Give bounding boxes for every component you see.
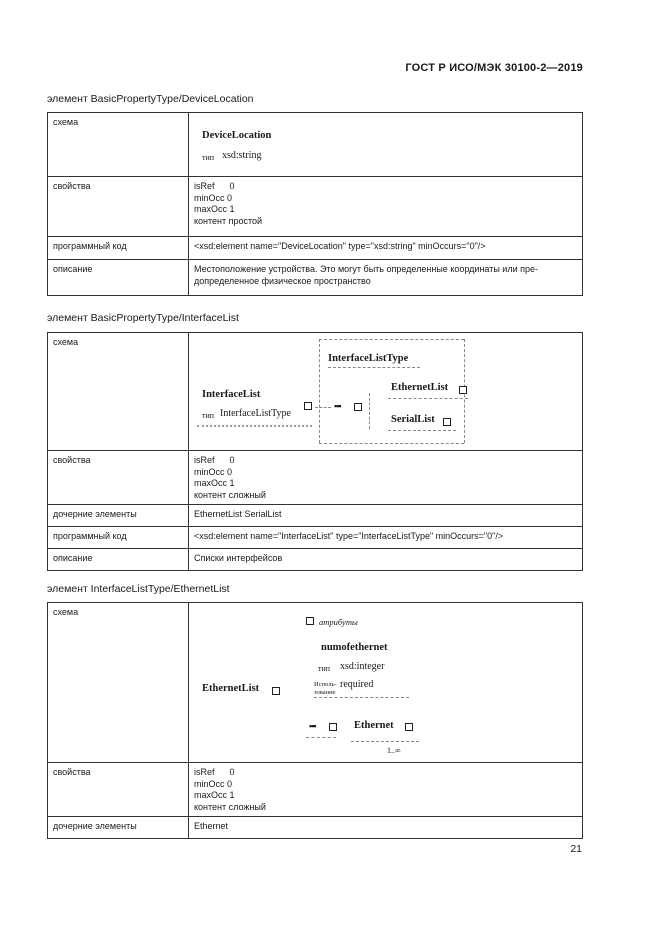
sequence-icon: ▪▪▪	[334, 401, 341, 411]
prop-content: контент простой	[194, 215, 263, 226]
children-cell: EthernetList SerialList	[189, 505, 583, 527]
child-element-ethernetlist: EthernetList	[391, 382, 449, 393]
attributes-box	[306, 617, 314, 625]
page-number: 21	[570, 843, 582, 855]
table-row	[48, 177, 583, 237]
child-element-ethernet: Ethernet	[354, 720, 394, 731]
schema-element-name: DeviceLocation	[202, 130, 272, 141]
ethernet-list-table	[47, 602, 583, 839]
row-label: дочерние элементы	[48, 817, 189, 839]
section-title-ethernet-list: элемент InterfaceListType/EthernetList	[47, 583, 230, 595]
use-value: required	[340, 679, 374, 690]
children-cell: Ethernet	[189, 817, 583, 839]
table-row	[48, 763, 583, 817]
table-row	[48, 549, 583, 571]
prop-minocc: minOcc 0	[194, 466, 233, 477]
child-underline	[351, 741, 419, 742]
schema-diagram	[189, 603, 583, 763]
sequence-branch	[369, 393, 370, 429]
schema-element-name: EthernetList	[202, 683, 260, 694]
description-cell: Списки интерфейсов	[189, 549, 583, 571]
schema-diagram	[189, 333, 583, 451]
schema-type-name: InterfaceListType	[328, 353, 409, 364]
sequence-box	[329, 723, 337, 731]
schema-element-name: InterfaceList	[202, 389, 261, 400]
type-name-underline	[328, 367, 420, 368]
element-shadow	[197, 425, 312, 427]
expand-box	[443, 418, 451, 426]
row-label: схема	[48, 333, 189, 451]
prop-minocc: minOcc 0	[194, 192, 233, 203]
use-label-1: Исполь-	[314, 681, 337, 688]
row-label: описание	[48, 260, 189, 296]
prop-content: контент сложный	[194, 801, 266, 812]
table-row	[48, 817, 583, 839]
expand-box	[304, 402, 312, 410]
row-label: дочерние элементы	[48, 505, 189, 527]
row-label: программный код	[48, 527, 189, 549]
prop-isref: isRef 0	[194, 767, 235, 777]
section-title-interface-list: элемент BasicPropertyType/InterfaceList	[47, 312, 239, 324]
table-row	[48, 237, 583, 260]
sequence-icon: ▪▪▪	[309, 721, 316, 731]
prop-isref: isRef 0	[194, 181, 235, 191]
sequence-underline	[306, 737, 336, 738]
prop-minocc: minOcc 0	[194, 778, 233, 789]
type-frame-bottom	[319, 443, 464, 444]
code-cell: <xsd:element name="InterfaceList" type="InterfaceListType" minOccurs="0"/>	[189, 527, 583, 549]
type-frame-left	[319, 339, 320, 443]
device-location-table	[47, 112, 583, 296]
row-label: схема	[48, 113, 189, 177]
table-row	[48, 527, 583, 549]
code-cell: <xsd:element name="DeviceLocation" type="xsd:string" minOccurs="0"/>	[189, 237, 583, 260]
expand-box	[459, 386, 467, 394]
attributes-label: атрибуты	[319, 617, 358, 627]
prop-maxocc: maxOcc 1	[194, 790, 235, 800]
schema-type-label: тип	[202, 153, 215, 162]
child-underline	[388, 398, 468, 399]
table-row	[48, 333, 583, 451]
prop-content: контент сложный	[194, 489, 266, 500]
description-line: Местоположение устройства. Это могут быть определенные координаты или пре-	[194, 264, 538, 274]
interface-list-table	[47, 332, 583, 571]
prop-maxocc: maxOcc 1	[194, 478, 235, 488]
table-row	[48, 451, 583, 505]
attribute-name: numofethernet	[321, 642, 388, 653]
schema-type-value: InterfaceListType	[220, 408, 291, 419]
standard-header: ГОСТ Р ИСО/МЭК 30100-2—2019	[405, 62, 583, 74]
row-label: свойства	[48, 177, 189, 237]
properties-cell	[189, 451, 583, 505]
properties-cell	[189, 177, 583, 237]
description-line: допределенное физическое пространство	[194, 275, 371, 286]
connector-line	[315, 407, 331, 408]
schema-diagram	[189, 113, 583, 177]
child-underline	[388, 430, 456, 431]
expand-box	[405, 723, 413, 731]
attribute-type-value: xsd:integer	[340, 661, 385, 672]
row-label: описание	[48, 549, 189, 571]
description-cell	[189, 260, 583, 296]
row-label: свойства	[48, 451, 189, 505]
schema-type-value: xsd:string	[222, 150, 262, 161]
table-row	[48, 603, 583, 763]
table-row	[48, 260, 583, 296]
expand-box	[272, 687, 280, 695]
occurs-label: 1..∞	[387, 746, 401, 755]
row-label: программный код	[48, 237, 189, 260]
child-element-seriallist: SerialList	[391, 414, 435, 425]
prop-maxocc: maxOcc 1	[194, 204, 235, 214]
row-label: свойства	[48, 763, 189, 817]
properties-cell	[189, 763, 583, 817]
row-label: схема	[48, 603, 189, 763]
sequence-box	[354, 403, 362, 411]
table-row	[48, 505, 583, 527]
type-frame-top	[319, 339, 464, 340]
use-label-2: зование	[314, 689, 336, 696]
section-title-device-location: элемент BasicPropertyType/DeviceLocation	[47, 93, 254, 105]
attribute-underline	[314, 697, 409, 698]
table-row	[48, 113, 583, 177]
prop-isref: isRef 0	[194, 455, 235, 465]
attribute-type-label: тип	[318, 664, 331, 673]
schema-type-label: тип	[202, 411, 215, 420]
